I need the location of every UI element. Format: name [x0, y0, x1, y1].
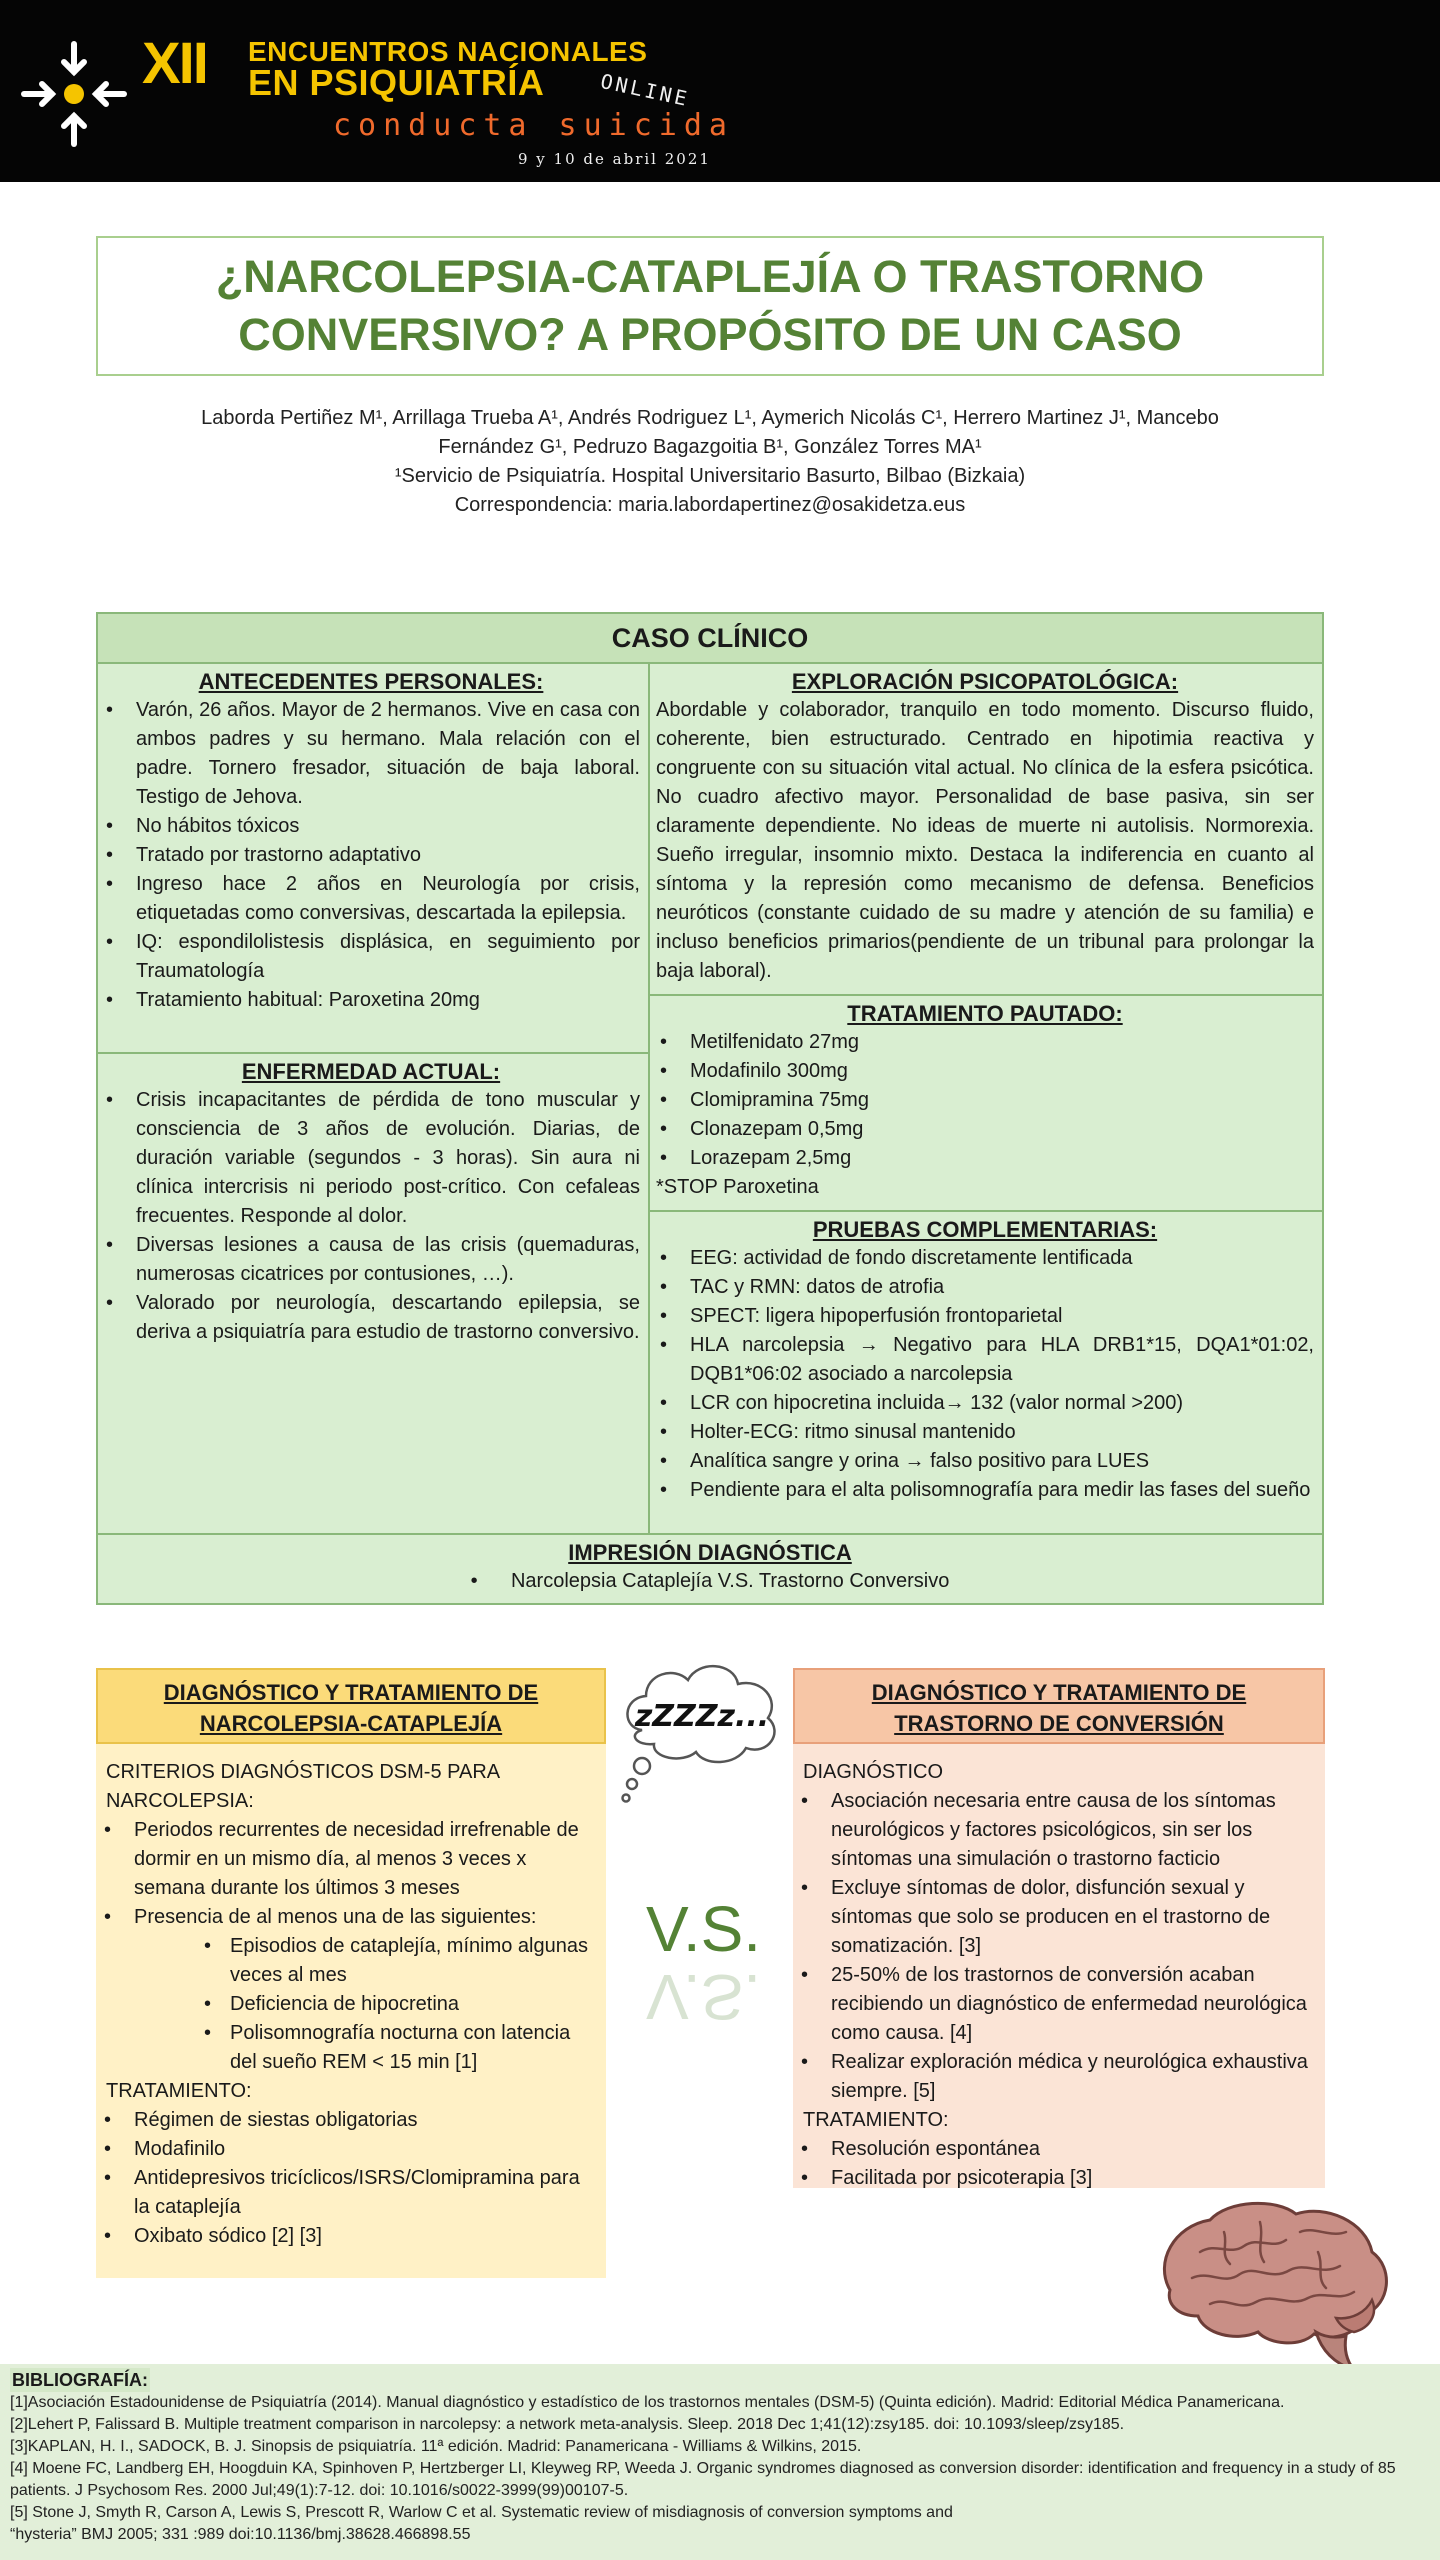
conversion-heading	[793, 1668, 1325, 1744]
list-item: • 25-50% de los trastornos de conversión acaban recibiendo un diagnóstico de enfermedad neurológica como causa. [4]	[797, 1961, 1315, 2048]
list-item: • HLA narcolepsia → Negativo para HLA DRB1*15, DQA1*01:02, DQB1*06:02 asociado a narcolepsia	[656, 1331, 1314, 1389]
list-item: • IQ: espondilolistesis displásica, en seguimiento por Traumatología	[102, 928, 640, 986]
title-line-1: ¿NARCOLEPSIA-CATAPLEJÍA O TRASTORNO	[215, 250, 1205, 302]
list-item: • Metilfenidato 27mg	[656, 1028, 1314, 1057]
tratamiento-section	[650, 1000, 1322, 1202]
list-item: • Régimen de siestas obligatorias	[100, 2106, 596, 2135]
authors-block	[120, 404, 1300, 520]
treatment-heading: TRATAMIENTO:	[106, 2080, 252, 2102]
list-item: • Polisomnografía nocturna con latencia del sueño REM < 15 min [1]	[200, 2019, 596, 2077]
criteria-heading: CRITERIOS DIAGNÓSTICOS DSM-5 PARA NARCOLEPSIA:	[106, 1761, 500, 1812]
versus-reflection: V.S.	[646, 1961, 762, 2033]
list-item: • Excluye síntomas de dolor, disfunción sexual y síntomas que solo se producen en el trastorno de somatización. [3]	[797, 1874, 1315, 1961]
treatment-heading: TRATAMIENTO:	[803, 2109, 949, 2131]
versus-label: V.S.	[646, 1893, 762, 1965]
list-item: • No hábitos tóxicos	[102, 812, 640, 841]
list-item: • LCR con hipocretina incluida→ 132 (valor normal >200)	[656, 1389, 1314, 1418]
impresion-item	[98, 1567, 1322, 1596]
list-item: • Asociación necesaria entre causa de los síntomas neurológicos y factores psicológicos, sin ser los síntomas una simulación o trastorno facticio	[797, 1787, 1315, 1874]
affiliation: ¹Servicio de Psiquiatría. Hospital Universitario Basurto, Bilbao (Bizkaia)	[394, 465, 1026, 487]
poster-title-box	[96, 236, 1324, 376]
diagnosis-heading: DIAGNÓSTICO	[803, 1761, 944, 1783]
heading-line-1: DIAGNÓSTICO Y TRATAMIENTO DE	[163, 1680, 539, 1705]
impresion-title: IMPRESIÓN DIAGNÓSTICA	[568, 1540, 852, 1565]
cloud-text: zZZZz...	[634, 1699, 770, 1734]
list-item: • Diversas lesiones a causa de las crisis (quemaduras, numerosas cicatrices por contusiones, …).	[102, 1231, 640, 1289]
reference-item: [3]KAPLAN, H. I., SADOCK, B. J. Sinopsis de psiquiatría. 11ª edición. Madrid: Panamericana - Williams & Wilkins, 2015.	[10, 2438, 862, 2455]
list-item: • Presencia de al menos una de las siguientes:	[100, 1903, 596, 1932]
list-item: • Varón, 26 años. Mayor de 2 hermanos. Vive en casa con ambos padres y su hermano. Mala relación con el padre. Tornero fresador, situación de baja laboral. Testigo de Jehova.	[102, 696, 640, 812]
reference-item: [2]Lehert P, Falissard B. Multiple treatment comparison in narcolepsy: a network meta-analysis. Sleep. 2018 Dec 1;41(12):zsy185. doi: 10.1093/sleep/zsy185.	[10, 2416, 1125, 2433]
event-dates: 9 y 10 de abril 2021	[518, 150, 711, 168]
exploracion-text: Abordable y colaborador, tranquilo en todo momento. Discurso fluido, coherente, bien estructurado. Centrado en hipotimia reactiva y congruente con su situación vital actual. No clínica de la esfera psicótica. No cuadro afectivo mayor. Personalidad de base pasiva, sin ser claramente dependiente. No ideas de muerte ni autolisis. Normorexia. Sueño irregular, insomnio mixto. Destaca la indiferencia en cuanto al síntoma y la represión como mecanismo de defensa. Beneficios neuróticos (constante cuidado de su madre y atención de su familia) e incluso beneficios primarios(pendiente de un tribunal para prolongar la baja laboral).	[656, 699, 1314, 982]
narcolepsia-box	[96, 1668, 606, 2278]
reference-item: [5] Stone J, Smyth R, Carson A, Lewis S, Prescott R, Warlow C et al. Systematic review of misdiagnosis of conversion symptoms and	[10, 2504, 953, 2521]
narcolepsia-body	[96, 1744, 606, 2251]
list-item: • Deficiencia de hipocretina	[200, 1990, 596, 2019]
stop-note: *STOP Paroxetina	[656, 1176, 819, 1198]
poster-title	[216, 248, 1204, 365]
heading-line-2: NARCOLEPSIA-CATAPLEJÍA	[199, 1711, 503, 1736]
pruebas-title: PRUEBAS COMPLEMENTARIAS:	[812, 1217, 1158, 1242]
authors-line-1: Laborda Pertiñez M¹, Arrillaga Trueba A¹, Andrés Rodriguez L¹, Aymerich Nicolás C¹, Herrero Martinez J¹, Mancebo	[201, 407, 1219, 429]
list-item: • Analítica sangre y orina → falso positivo para LUES	[656, 1447, 1314, 1476]
list-item: • Clomipramina 75mg	[656, 1086, 1314, 1115]
pruebas-section	[650, 1216, 1322, 1505]
enfermedad-title: ENFERMEDAD ACTUAL:	[241, 1059, 501, 1084]
section-divider	[98, 1052, 648, 1054]
caso-clinico-heading: CASO CLÍNICO	[98, 614, 1322, 664]
brain-icon	[1140, 2192, 1400, 2382]
list-item: • Modafinilo 300mg	[656, 1057, 1314, 1086]
list-item: • Facilitada por psicoterapia [3]	[797, 2164, 1315, 2193]
event-name-line2: EN PSIQUIATRÍA	[248, 62, 545, 103]
title-line-2: CONVERSIVO? A PROPÓSITO DE UN CASO	[238, 309, 1182, 360]
conversion-body	[793, 1744, 1325, 2193]
list-item: • EEG: actividad de fondo discretamente lentificada	[656, 1244, 1314, 1273]
list-item: • Holter-ECG: ritmo sinusal mantenido	[656, 1418, 1314, 1447]
impresion-text: Narcolepsia Cataplejía V.S. Trastorno Conversivo	[510, 1570, 950, 1592]
reference-item: [4] Moene FC, Landberg EH, Hoogduin KA, Spinhoven P, Hertzberger LI, Kleyweg RP, Weeda J. Organic syndromes diagnosed as conversion disorder: identification and frequency in a study of 85 patients. J Psychosom Res. 2000 Jul;49(1):7-12. doi: 10.1016/s0022-3999(99)00107-5.	[10, 2460, 1396, 2499]
edition-number: XII	[142, 31, 207, 96]
list-item: • Clonazepam 0,5mg	[656, 1115, 1314, 1144]
list-item: • Resolución espontánea	[797, 2135, 1315, 2164]
list-item: • Ingreso hace 2 años en Neurología por crisis, etiquetadas como conversivas, descartada la epilepsia.	[102, 870, 640, 928]
thought-cloud-icon	[612, 1648, 792, 1808]
correspondence: Correspondencia: maria.labordapertinez@osakidetza.eus	[454, 494, 966, 516]
list-item: • Modafinilo	[100, 2135, 596, 2164]
list-item: • Tratamiento habitual: Paroxetina 20mg	[102, 986, 640, 1015]
list-item: • Episodios de cataplejía, mínimo algunas veces al mes	[200, 1932, 596, 1990]
enfermedad-section	[98, 1058, 648, 1347]
list-item: • SPECT: ligera hipoperfusión frontoparietal	[656, 1302, 1314, 1331]
antecedentes-section	[98, 668, 648, 1015]
exploracion-title: EXPLORACIÓN PSICOPATOLÓGICA:	[791, 669, 1179, 694]
heading-line-1: DIAGNÓSTICO Y TRATAMIENTO DE	[871, 1680, 1247, 1705]
impresion-section	[98, 1539, 1322, 1596]
authors-line-2: Fernández G¹, Pedruzo Bagazgoitia B¹, González Torres MA¹	[438, 436, 982, 458]
arrows-sun-icon	[18, 38, 130, 150]
narcolepsia-heading	[96, 1668, 606, 1744]
bibliography	[0, 2364, 1440, 2560]
reference-item: [1]Asociación Estadounidense de Psiquiatría (2014). Manual diagnóstico y estadístico de los trastornos mentales (DSM-5) (Quinta edición). Madrid: Editorial Médica Panamericana.	[10, 2394, 1285, 2411]
section-divider	[98, 1533, 1322, 1535]
list-item: • Pendiente para el alta polisomnografía para medir las fases del sueño	[656, 1476, 1314, 1505]
online-label: ONLINE	[598, 68, 692, 112]
list-item: • Tratado por trastorno adaptativo	[102, 841, 640, 870]
conversion-box	[793, 1668, 1325, 2188]
event-header	[0, 0, 1440, 182]
section-divider	[650, 1210, 1322, 1212]
list-item: • TAC y RMN: datos de atrofia	[656, 1273, 1314, 1302]
list-item: • Valorado por neurología, descartando epilepsia, se deriva a psiquiatría para estudio de trastorno conversivo.	[102, 1289, 640, 1347]
list-item: • Lorazepam 2,5mg	[656, 1144, 1314, 1173]
list-item: • Periodos recurrentes de necesidad irrefrenable de dormir en un mismo día, al menos 3 veces x semana durante los últimos 3 meses	[100, 1816, 596, 1903]
antecedentes-title: ANTECEDENTES PERSONALES:	[198, 669, 544, 694]
reference-item: “hysteria” BMJ 2005; 331 :989 doi:10.1136/bmj.38628.466898.55	[10, 2526, 471, 2543]
caso-clinico-panel	[96, 612, 1324, 1605]
heading-line-2: TRASTORNO DE CONVERSIÓN	[894, 1711, 1224, 1736]
list-item: • Realizar exploración médica y neurológica exhaustiva siempre. [5]	[797, 2048, 1315, 2106]
list-item: • Oxibato sódico [2] [3]	[100, 2222, 596, 2251]
list-item: • Crisis incapacitantes de pérdida de tono muscular y consciencia de 3 años de evolución. Diarias, de duración variable (segundos - 3 horas). Sin aura ni clínica intercrisis ni periodo post-crítico. Con cefaleas frecuentes. Responde al dolor.	[102, 1086, 640, 1231]
event-name-line1: ENCUENTROS NACIONALES	[248, 36, 648, 67]
bullet: •	[470, 1570, 511, 1592]
list-item: • Antidepresivos tricíclicos/ISRS/Clomipramina para la cataplejía	[100, 2164, 596, 2222]
bibliography-title: BIBLIOGRAFÍA:	[12, 2370, 148, 2390]
event-topic: conducta suicida	[333, 108, 734, 143]
section-divider	[650, 994, 1322, 996]
exploracion-section	[650, 668, 1322, 986]
tratamiento-title: TRATAMIENTO PAUTADO:	[847, 1001, 1123, 1026]
